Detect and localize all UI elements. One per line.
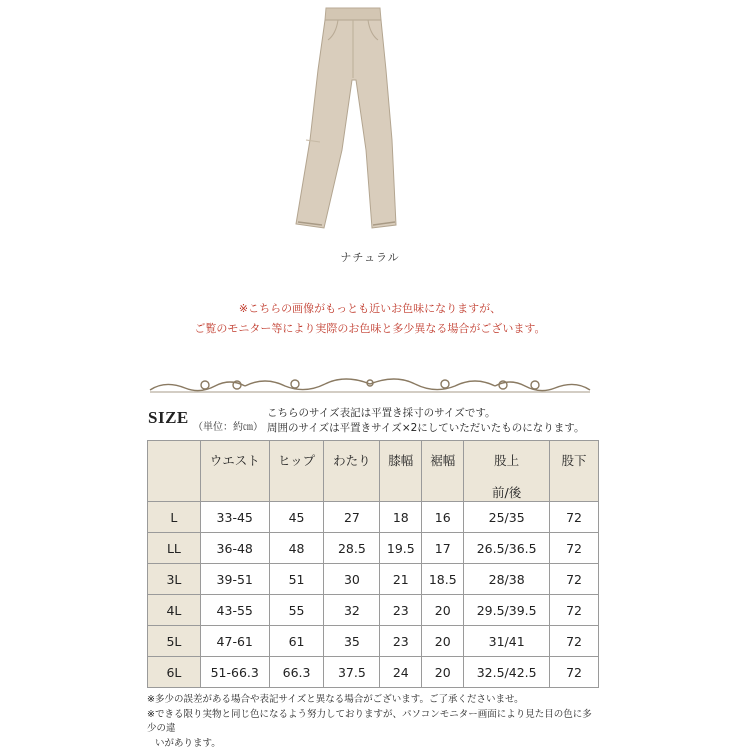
table-cell: 28/38: [464, 564, 550, 595]
table-cell: 23: [380, 626, 422, 657]
table-cell: 72: [550, 626, 599, 657]
header-thigh: わたり: [324, 441, 380, 502]
table-cell: 18: [380, 502, 422, 533]
table-cell: 72: [550, 564, 599, 595]
table-cell: 20: [422, 595, 464, 626]
table-cell: 20: [422, 626, 464, 657]
table-cell: 48: [269, 533, 324, 564]
table-cell: 55: [269, 595, 324, 626]
table-cell: 72: [550, 533, 599, 564]
table-row: [148, 626, 599, 657]
table-cell: 33-45: [200, 502, 269, 533]
table-cell: 27: [324, 502, 380, 533]
header-rise-sub: 前/後: [464, 469, 549, 501]
header-hem: 裾幅: [422, 441, 464, 502]
table-cell: 20: [422, 657, 464, 688]
table-cell: 25/35: [464, 502, 550, 533]
table-cell: 35: [324, 626, 380, 657]
table-cell: 51-66.3: [200, 657, 269, 688]
table-cell: 72: [550, 595, 599, 626]
table-cell: 43-55: [200, 595, 269, 626]
header-hip: ヒップ: [269, 441, 324, 502]
table-cell: 29.5/39.5: [464, 595, 550, 626]
size-label: LL: [148, 533, 201, 564]
table-cell: 45: [269, 502, 324, 533]
table-cell: 72: [550, 502, 599, 533]
table-cell: 28.5: [324, 533, 380, 564]
size-table: [147, 440, 599, 688]
size-label: 5L: [148, 626, 201, 657]
size-label: 3L: [148, 564, 201, 595]
footnotes: [147, 693, 599, 751]
table-cell: 16: [422, 502, 464, 533]
table-cell: 17: [422, 533, 464, 564]
table-row: [148, 502, 599, 533]
table-header-row: [148, 441, 599, 502]
pants-illustration: [280, 0, 420, 236]
product-image: [280, 0, 420, 236]
footnote-line1: ※多少の誤差がある場合や表記サイズと異なる場合がございます。ご了承くださいませ。: [147, 693, 599, 708]
header-inseam: 股下: [550, 441, 599, 502]
table-row: [148, 564, 599, 595]
size-note: [267, 406, 584, 436]
color-notice-line1: ※こちらの画像がもっとも近いお色味になりますが、: [0, 299, 740, 319]
header-waist: ウエスト: [200, 441, 269, 502]
header-rise: 股上 前/後: [464, 441, 550, 502]
table-cell: 61: [269, 626, 324, 657]
table-row: [148, 595, 599, 626]
table-cell: 39-51: [200, 564, 269, 595]
header-knee: 膝幅: [380, 441, 422, 502]
size-label: 6L: [148, 657, 201, 688]
table-cell: 23: [380, 595, 422, 626]
table-cell: 19.5: [380, 533, 422, 564]
color-caption: ナチュラル: [0, 249, 740, 265]
size-title: SIZE: [148, 408, 189, 428]
table-row: [148, 533, 599, 564]
table-cell: 30: [324, 564, 380, 595]
table-cell: 32.5/42.5: [464, 657, 550, 688]
table-cell: 36-48: [200, 533, 269, 564]
footnote-line3: いがあります。: [147, 737, 599, 751]
footnote-line2: ※できる限り実物と同じ色になるよう努力しておりますが、パソコンモニター画面により見た目の色に多少の違: [147, 708, 599, 737]
table-cell: 37.5: [324, 657, 380, 688]
header-corner: [148, 441, 201, 502]
size-label: L: [148, 502, 201, 533]
table-cell: 31/41: [464, 626, 550, 657]
size-note-line2: 周囲のサイズは平置きサイズ×2にしていただいたものになります。: [267, 421, 584, 436]
table-cell: 26.5/36.5: [464, 533, 550, 564]
table-cell: 51: [269, 564, 324, 595]
size-unit: （単位：約㎝）: [193, 418, 263, 433]
table-row: [148, 657, 599, 688]
table-cell: 32: [324, 595, 380, 626]
table-cell: 21: [380, 564, 422, 595]
ornament-divider: [145, 372, 595, 398]
table-cell: 66.3: [269, 657, 324, 688]
table-cell: 18.5: [422, 564, 464, 595]
color-notice-line2: ご覧のモニター等により実際のお色味と多少異なる場合がございます。: [0, 319, 740, 339]
size-note-line1: こちらのサイズ表記は平置き採寸のサイズです。: [267, 406, 584, 421]
size-label: 4L: [148, 595, 201, 626]
table-cell: 24: [380, 657, 422, 688]
table-cell: 47-61: [200, 626, 269, 657]
table-cell: 72: [550, 657, 599, 688]
